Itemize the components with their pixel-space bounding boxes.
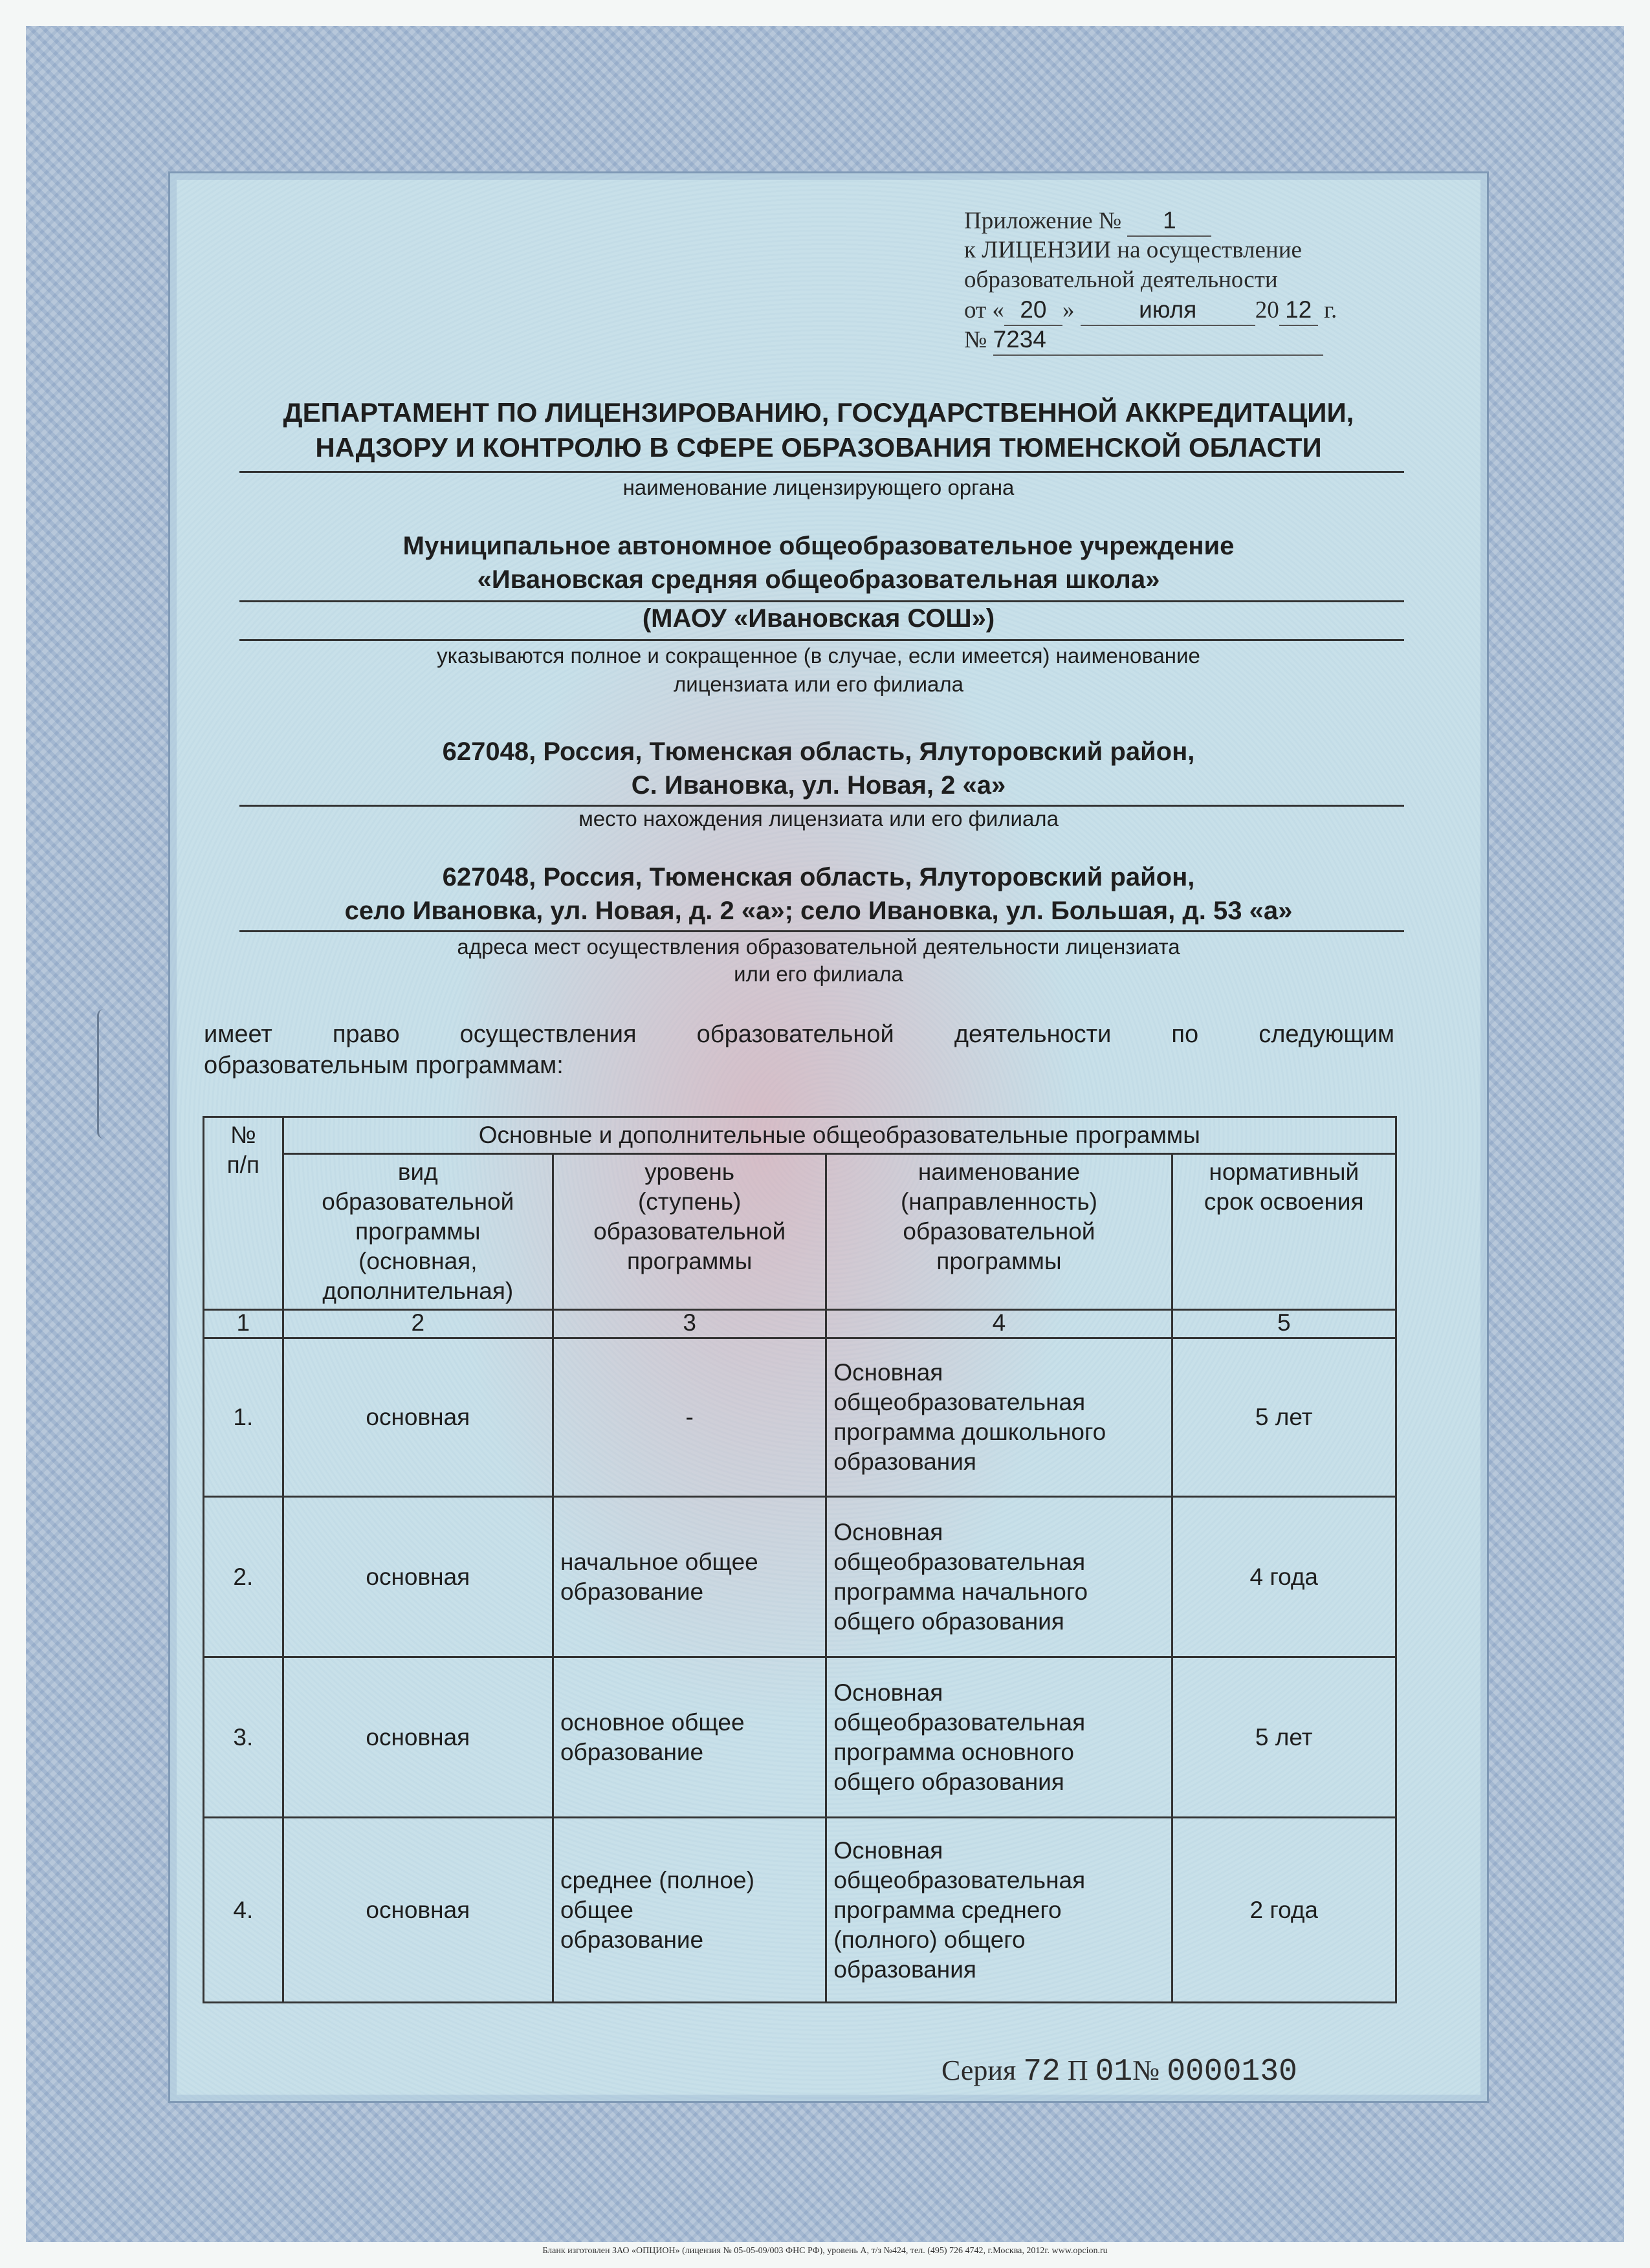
appendix-block [964,206,1378,354]
appendix-day: 20 [1004,295,1062,326]
series-letter: П [1067,2055,1088,2086]
authority-line2: НАДЗОРУ И КОНТРОЛЮ В СФЕРЕ ОБРАЗОВАНИЯ ТЮМЕНСКОЙ ОБЛАСТИ [315,432,1322,463]
activity-address-caption1: адреса мест осуществления образовательной деятельности лицензиата [457,935,1180,959]
form-series [941,2054,1297,2089]
row-kind: основная [283,1497,553,1657]
table-row [204,1497,1396,1657]
row-program-name: Основная общеобразовательная программа основного общего образования [826,1657,1172,1818]
row-level: начальное общее образование [553,1497,826,1657]
row-program-name: Основная общеобразовательная программа среднего (полного) общего образования [826,1818,1172,2003]
divider [239,930,1404,932]
row-term: 2 года [1172,1818,1396,2003]
rights-word: следующим [1259,1021,1394,1048]
divider [239,471,1404,473]
rights-statement [204,1019,1394,1081]
licensee-caption1: указываются полное и сокращенное (в случае, если имеется) наименование [437,644,1200,668]
col-number: 5 [1172,1310,1396,1338]
row-term: 5 лет [1172,1657,1396,1818]
location-caption: место нахождения лицензиата или его филиала [578,807,1059,831]
row-level: среднее (полное) общее образование [553,1818,826,2003]
authority-line1: ДЕПАРТАМЕНТ ПО ЛИЦЕНЗИРОВАНИЮ, ГОСУДАРСТВЕННОЙ АККРЕДИТАЦИИ, [283,397,1354,428]
printer-footnote: Бланк изготовлен ЗАО «ОПЦИОН» (лицензия № 05-05-09/003 ФНС РФ), уровень А, т/з №424, тел. (495) 726 4742, г.Москва, 2012г. www.opcion.ru [542,2246,1108,2256]
license-number: 7234 [993,325,1323,356]
row-kind: основная [283,1818,553,2003]
licensee-line2: «Ивановская средняя общеобразовательная школа» [477,565,1160,594]
appendix-no-label: № [964,327,987,353]
appendix-month: июля [1081,295,1255,326]
row-kind: основная [283,1657,553,1818]
series-label: Серия [941,2055,1017,2086]
activity-address-caption2: или его филиала [734,962,903,986]
table-row [204,1657,1396,1818]
header-num: № п/п [204,1117,283,1310]
licensee-caption2: лицензиата или его филиала [674,672,963,696]
licensee-line1: Муниципальное автономное общеобразовательное учреждение [402,532,1235,560]
row-program-name: Основная общеобразовательная программа начального общего образования [826,1497,1172,1657]
series-number: 0000130 [1167,2055,1297,2089]
table-row [204,1818,1396,2003]
divider [239,639,1404,641]
licensee-short-name: (МАОУ «Ивановская СОШ») [642,604,995,633]
appendix-line2: к ЛИЦЕНЗИИ на осуществление [964,237,1302,263]
appendix-label: Приложение № [964,208,1122,234]
rights-word: образовательной [696,1021,894,1048]
row-kind: основная [283,1338,553,1497]
col-number: 4 [826,1310,1172,1338]
row-term: 5 лет [1172,1338,1396,1497]
col-number: 2 [283,1310,553,1338]
activity-address-line2: село Ивановка, ул. Новая, д. 2 «а»; село Ивановка, ул. Большая, д. 53 «а» [344,897,1293,925]
rights-word: по [1171,1021,1199,1048]
rights-word: право [332,1021,400,1048]
location-line2: С. Ивановка, ул. Новая, 2 «а» [631,771,1006,800]
row-level: основное общее образование [553,1657,826,1818]
rights-line2: образовательным программам: [204,1052,564,1079]
row-number: 2. [204,1497,283,1657]
appendix-year-suffix: 12 [1279,295,1318,326]
rights-line1 [204,1019,1394,1050]
row-level: - [553,1338,826,1497]
programs-table [203,1116,1397,2003]
appendix-line3: образовательной деятельности [964,267,1278,293]
table-row [204,1338,1396,1497]
col-number: 1 [204,1310,283,1338]
series-no-label: № [1132,2055,1160,2086]
authority-caption: наименование лицензирующего органа [622,475,1015,499]
appendix-from: от « [964,297,1004,323]
series-region: 72 [1023,2055,1061,2089]
location-line1: 627048, Россия, Тюменская область, Ялуторовский район, [442,737,1195,766]
binding-thread [97,1009,113,1139]
appendix-year-end: г. [1323,297,1337,323]
rights-word: имеет [204,1021,272,1048]
appendix-number: 1 [1127,206,1211,237]
row-number: 4. [204,1818,283,2003]
row-term: 4 года [1172,1497,1396,1657]
header-kind: вид образовательной программы (основная, дополнительная) [283,1154,553,1310]
header-group: Основные и дополнительные общеобразовательные программы [283,1117,1396,1154]
appendix-year-prefix: 20 [1255,297,1279,323]
header-level: уровень (ступень) образовательной программы [553,1154,826,1310]
rights-word: осуществления [459,1021,637,1048]
series-code: 01 [1095,2055,1133,2089]
appendix-day-close: » [1062,297,1075,323]
header-term: нормативный срок освоения [1172,1154,1396,1310]
header-name: наименование (направленность) образовательной программы [826,1154,1172,1310]
row-program-name: Основная общеобразовательная программа дошкольного образования [826,1338,1172,1497]
row-number: 1. [204,1338,283,1497]
col-number: 3 [553,1310,826,1338]
row-number: 3. [204,1657,283,1818]
activity-address-line1: 627048, Россия, Тюменская область, Ялуторовский район, [442,863,1195,891]
rights-word: деятельности [954,1021,1112,1048]
